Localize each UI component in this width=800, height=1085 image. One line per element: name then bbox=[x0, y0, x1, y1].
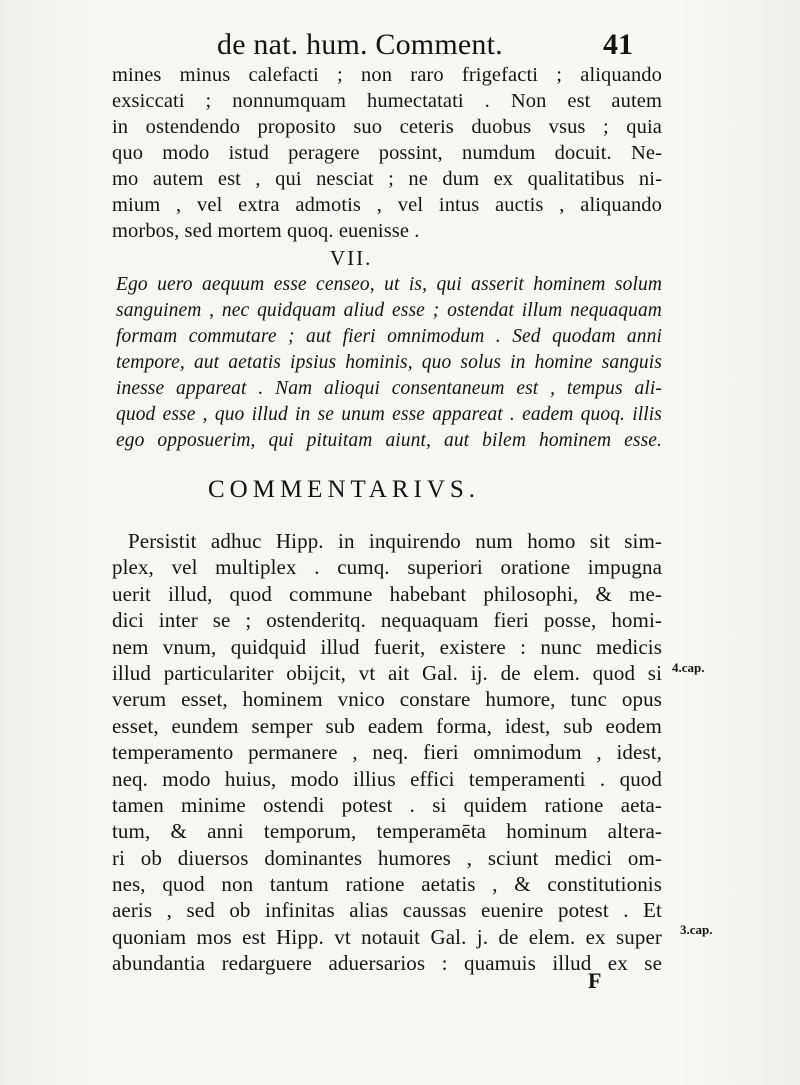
section-number: VII. bbox=[330, 246, 373, 270]
text-line: exsiccati ; nonnumquam humectatati . Non est autem bbox=[112, 90, 662, 112]
page-number: 41 bbox=[603, 28, 633, 61]
text-line: mo autem est , qui nesciat ; ne dum ex qualitatibus ni- bbox=[112, 168, 662, 190]
text-line: abundantia redarguere aduersarios : quamuis illud ex se bbox=[112, 951, 662, 976]
text-line: in ostendendo proposito suo ceteris duobus vsus ; quia bbox=[112, 116, 662, 138]
text-line: tempore, aut aetatis ipsius hominis, quo solus in homine sanguis bbox=[116, 352, 662, 373]
text-line: inesse appareat . Nam alioqui consentaneum est , tempus ali- bbox=[116, 378, 662, 399]
margin-note: 4.cap. bbox=[672, 660, 705, 675]
text-line: formam commutare ; aut fieri omnimodum . Sed quodam anni bbox=[116, 326, 662, 347]
text-line: quo modo istud peragere possint, numdum docuit. Ne- bbox=[112, 142, 662, 164]
text-line: quod esse , quo illud in se unum esse appareat . eadem quoq. illis bbox=[116, 404, 662, 425]
text-line: quoniam mos est Hipp. vt notauit Gal. j. de elem. ex super bbox=[112, 924, 662, 949]
text-line: tamen minime ostendi potest . si quidem ratione aeta- bbox=[112, 792, 662, 817]
paragraph-commentary bbox=[112, 528, 662, 977]
text-line: neq. modo huius, modo illius effici temperamenti . quod bbox=[112, 766, 662, 791]
text-line: mines minus calefacti ; non raro frigefacti ; aliquando bbox=[112, 64, 662, 86]
text-line: nem vnum, quidquid illud fuerit, existere : nunc medicis bbox=[112, 634, 662, 659]
text-line: plex, vel multiplex . cumq. superiori oratione impugna bbox=[112, 555, 662, 580]
running-head: de nat. hum. Comment. bbox=[217, 28, 503, 61]
text-line: illud particulariter obijcit, vt ait Gal. ij. de elem. quod si bbox=[112, 660, 662, 685]
text-line: aeris , sed ob infinitas alias caussas euenire potest . Et bbox=[112, 898, 662, 923]
paragraph-top bbox=[112, 62, 662, 244]
text-line: ri ob diuersos dominantes humores , sciunt medici om- bbox=[112, 845, 662, 870]
signature-mark: F bbox=[588, 968, 602, 993]
text-line: Persistit adhuc Hipp. in inquirendo num homo sit sim- bbox=[128, 529, 662, 553]
paragraph-italic bbox=[116, 272, 662, 454]
text-line: mium , vel extra admotis , vel intus auctis , aliquando bbox=[112, 194, 662, 216]
text-line: Ego uero aequum esse censeo, ut is, qui asserit hominem solum bbox=[116, 274, 662, 295]
text-line: morbos, sed mortem quoq. euenisse . bbox=[112, 220, 420, 242]
text-line: temperamento permanere , neq. fieri omnimodum , idest, bbox=[112, 740, 662, 765]
text-line: uerit illud, quod commune habebant philosophi, & me- bbox=[112, 581, 662, 606]
text-line: ego opposuerim, qui pituitam aiunt, aut bilem hominem esse. bbox=[116, 430, 662, 451]
section-title: COMMENTARIVS. bbox=[208, 476, 481, 503]
margin-note: 3.cap. bbox=[680, 922, 713, 937]
text-line: verum esset, hominem vnico constare humore, tunc opus bbox=[112, 687, 662, 712]
text-line: sanguinem , nec quidquam aliud esse ; ostendat illum nequaquam bbox=[116, 300, 662, 321]
text-line: esset, eundem semper sub eadem forma, idest, sub eodem bbox=[112, 713, 662, 738]
text-line: nes, quod non tantum ratione aetatis , & constitutionis bbox=[112, 872, 662, 897]
text-line: dici inter se ; ostenderitq. nequaquam fieri posse, homi- bbox=[112, 608, 662, 633]
text-line: tum, & anni temporum, temperamēta hominum alterа- bbox=[112, 819, 662, 844]
